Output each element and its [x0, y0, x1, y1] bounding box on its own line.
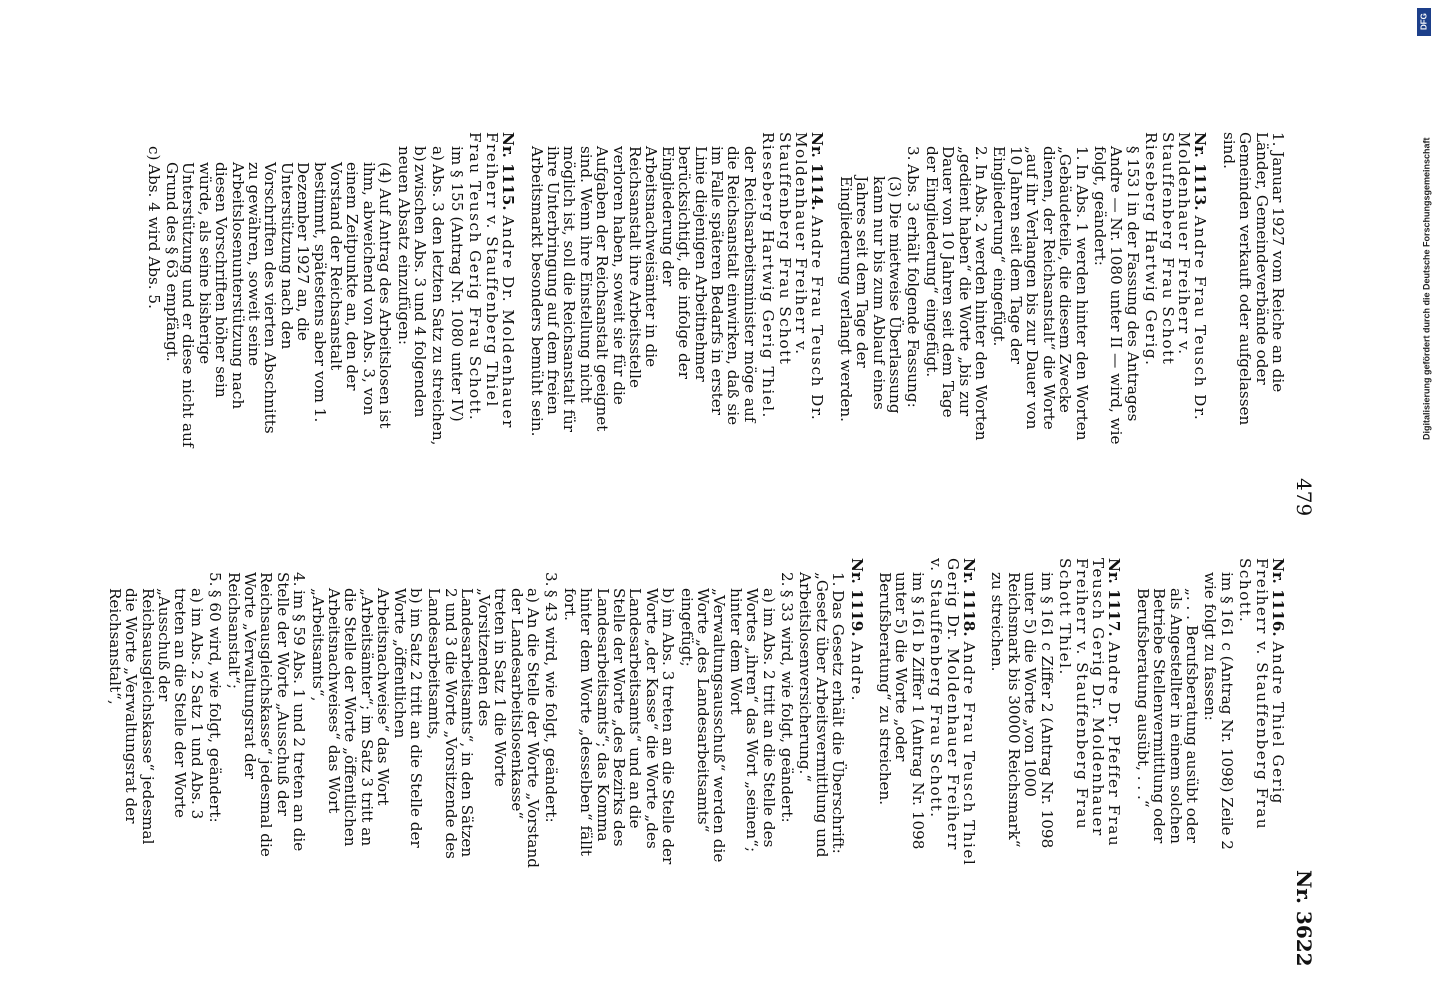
paragraph: (4) Auf Antrag des Arbeitslosen ist ihm, abweichend von Abs. 3, von einem Zeitpunkte an, den der Vorstand der Reichsanstalt bestimmt, spätestens aber vom 1. Dezember 1927 an, die Unterstützung nach den Vorschriften des vierten Abschnitts zu gewähren, soweit seine Arbeitslosenunterstützung nach diesen Vorschriften höher sein würde, als seine bisherige Unterstützung und er diese nicht auf Grund des § 63 empfängt.: [163, 162, 395, 448]
motion-heading: [1237, 558, 1286, 868]
item-text: § 60 wird, wie folgt, geändert:: [206, 590, 225, 823]
item-text: § 43 wird, wie folgt, geändert:: [542, 590, 561, 823]
motion-heading: [928, 558, 977, 868]
item-marker: 5.: [206, 572, 225, 587]
paragraph: im § 161 c Ziffer 2 (Antrag Nr. 1098 unter 5) die Worte „von 1000 Reichsmark bis 30000 Reichsmark“ zu streichen.: [988, 572, 1056, 849]
list-item: [991, 132, 1089, 448]
page-number: 479: [1292, 478, 1316, 517]
item-text: Abs. 3 den letzten Satz zu streichen,: [429, 164, 448, 446]
item-text: In Abs. 2 werden hinter den Worten „gedient haben“ die Worte „bis zur Dauer von 10 Jahren seit dem Tage der Eingliederung“ eingefügt.: [922, 146, 991, 441]
item-marker: 4.: [290, 572, 309, 587]
item-marker: 1.: [829, 572, 848, 587]
motion-sponsors: Andre Frau Teusch Dr. Moldenhauer Freiherr v. Stauffenberg Frau Schott Rieseberg Hartwig Gerig Thiel.: [759, 132, 827, 422]
item-marker: 3.: [904, 146, 923, 161]
paragraph: (3) Die mietweise Überlassung kann nur bis zum Ablauf eines Jahres seit dem Tage der Eingliederung verlangt werden.: [836, 176, 905, 422]
motion-heading: [1057, 558, 1123, 868]
list-item: [923, 132, 989, 448]
item-marker: b): [411, 146, 430, 162]
list-item: [145, 132, 161, 448]
motion-number: Nr. 1114.: [808, 132, 827, 211]
digitization-note: [1412, 0, 1434, 1000]
paragraph: 1. Januar 1927 vom Reiche an die Länder, Gemeindeverbände oder Gemeinden verkauft oder aufgelassen sind.: [1219, 132, 1287, 426]
item-text: Abs. 4 wird Abs. 5.: [144, 164, 163, 309]
motion-sponsors: Andre Frau Teusch Thiel Gerig Dr. Moldenhauer Freiherr v. Stauffenberg Frau Schott.: [927, 558, 979, 867]
motion-number: Nr. 1113.: [1191, 132, 1210, 211]
item-marker: c): [144, 146, 163, 161]
list-item: [543, 558, 559, 868]
motion-number: Nr. 1116.: [1269, 558, 1287, 637]
motion-sponsors: Andre.: [847, 641, 866, 703]
item-text: im § 59 Abs. 1 und 2 treten an die Stelle der Worte „Ausschuß der Reichsausgleichskasse“ jedesmal die Worte „Verwaltungsrat der Reichsanstalt“;: [224, 572, 309, 857]
paragraph: „. . . Berufsberatung ausübt oder als Angestellter in einem solchen Betriebe Stellenvermittlung oder Berufsberatung ausübt, . . .“: [1133, 588, 1201, 844]
motion-heading: [1143, 132, 1209, 448]
list-item: [207, 558, 223, 868]
motion-heading: [848, 558, 864, 868]
running-head: Nr. 3622: [1292, 870, 1316, 967]
motion-sponsors: Andre Dr. Moldenhauer Freiherr v. Stauffenberg Thiel Frau Teusch Gerig Frau Schott.: [466, 132, 518, 429]
item-marker: 3.: [542, 572, 561, 587]
item-marker: a): [429, 146, 448, 161]
item-text: Das Gesetz erhält die Überschrift: „Gesetz über Arbeitsvermittlung und Arbeitslosenversicherung.“: [796, 572, 848, 858]
motion-sponsors: Andre Thiel Gerig Freiherr v. Stauffenberg Frau Schott.: [1236, 558, 1287, 831]
list-item: [905, 132, 921, 448]
dfg-logo: DFG: [1417, 8, 1431, 36]
motion-heading: [467, 132, 516, 448]
list-item: [797, 558, 846, 868]
paragraph: b) im Satz 2 tritt an die Stelle der Worte „öffentlichen Arbeitsnachweise“ das Wort „Arbeitsämter“; im Satz 3 tritt an die Stelle der Worte „öffentlichen Arbeitsnachweises“ das Wort „Arbeitsamts“,: [308, 588, 426, 848]
motion-number: Nr. 1117.: [1105, 558, 1124, 637]
motion-number: Nr. 1118.: [960, 558, 979, 637]
list-item: [395, 132, 428, 448]
item-text: § 33 wird, wie folgt, geändert:: [778, 590, 797, 823]
list-item: [779, 558, 795, 868]
item-text: Abs. 3 erhält folgende Fassung:: [904, 164, 923, 408]
paragraph: b) im Abs. 3 treten an die Stelle der Worte „der Kasse“ die Worte „des Landesarbeitsamts“ und an die Stelle der Worte „des Bezirks des Landesarbeitsamts“; das Komma hinter dem Worte „desselben“ fällt fort.: [560, 588, 678, 865]
list-item: [430, 132, 446, 448]
item-marker: 1.: [1072, 146, 1091, 161]
motion-heading: [760, 132, 826, 448]
list-item: [225, 558, 307, 868]
motion-sponsors: Andre Frau Teusch Dr. Moldenhauer Freiherr v. Stauffenberg Frau Schott Rieseberg Hartwig Gerig.: [1142, 132, 1210, 422]
motion-number: Nr. 1119.: [847, 558, 866, 637]
item-marker: 2.: [972, 146, 991, 161]
paragraph: a) An die Stelle der Worte „Vorstand der Landesarbeitslosenkasse“ treten in Satz 1 die Worte „Vorsitzenden des Landesarbeitsamts“, in den Sätzen 2 und 3 die Worte „Vorsitzende des Landesarbeitsamts,: [425, 588, 542, 868]
paragraph: a) im Abs. 2 tritt an die Stelle des Wortes „ihren“ das Wort „seinen“; hinter dem Wort „Verwaltungsausschuß“ werden die Worte „des Landesarbeitsamts“ eingefügt;: [677, 588, 778, 863]
left-column: [145, 132, 1286, 448]
paragraph: im § 161 c (Antrag Nr. 1098) Zeile 2 wie folgt zu fassen:: [1201, 572, 1236, 850]
paragraph: im § 161 b Ziffer 1 (Antrag Nr. 1098 unter 5) die Worte „oder Berufsberatung“ zu streichen.: [876, 572, 927, 850]
paragraph: § 153 l in der Fassung des Antrages Andre — Nr. 1080 unter II — wird, wie folgt, geändert:: [1090, 146, 1142, 445]
right-column: [106, 558, 1286, 868]
item-marker: 2.: [778, 572, 797, 587]
paragraph: im § 155 (Antrag Nr. 1080 unter IV): [447, 146, 466, 422]
item-text: zwischen Abs. 3 und 4 folgenden neuen Absatz einzufügen:: [394, 146, 430, 418]
paragraph: der Reichsarbeitsminister möge auf die Reichsanstalt einwirken, daß sie im Falle späteren Bedarfs in erster Linie diejenigen Arbeitnehmer berücksichtigt, die infolge der Eingliederung der Arbeitsnachweisämter in die Reichsanstalt ihre Arbeitsstelle verloren haben, soweit sie für die Aufgaben der Reichsanstalt geeignet sind. Wenn ihre Einstellung nicht möglich ist, soll die Reichsanstalt für ihre Unterbringung auf dem freien Arbeitsmarkt besonders bemüht sein.: [527, 146, 759, 437]
motion-sponsors: Andre Dr. Pfeffer Frau Teusch Gerig Dr. Moldenhauer Freiherr v. Stauffenberg Frau Schott Thiel.: [1056, 558, 1124, 848]
paragraph: a) im Abs. 2 Satz 1 und Abs. 3 treten an die Stelle der Worte „Ausschuß der Reichsausgleichskasse“ jedesmal die Worte „Verwaltungsrat der Reichsanstalt“,: [105, 588, 206, 845]
motion-number: Nr. 1115.: [499, 132, 518, 211]
item-text: In Abs. 1 werden hinter den Worten „Gebäudeteile, die diesem Zwecke dienen, der Reichsanstalt“ die Worte „auf ihr Verlangen bis zur Dauer von 10 Jahren seit dem Tage der Eingliederung“ eingefügt.: [990, 146, 1091, 441]
funding-note: Digitalisierung gefördert durch die Deutsche Forschungsgemeinschaft: [1422, 137, 1432, 440]
